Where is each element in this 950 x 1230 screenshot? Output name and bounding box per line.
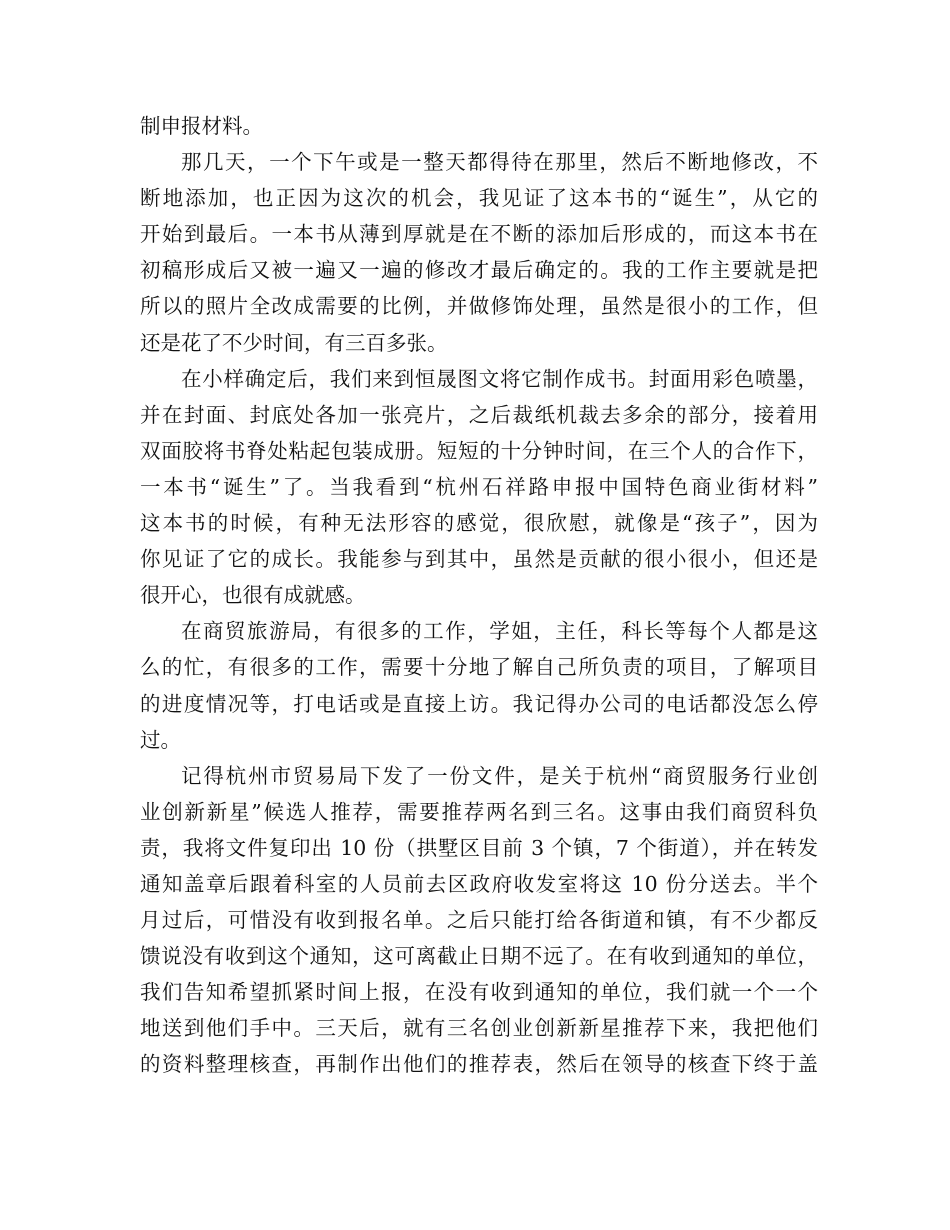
paragraph <box>140 361 818 614</box>
text-line: 通知盖章后跟着科室的人员前去区政府收发室将这 10 份分送去。半个 <box>140 871 818 896</box>
text-line: 制申报材料。 <box>140 114 263 138</box>
text-line: 初稿形成后又被一遍又一遍的修改才最后确定的。我的工作主要就是把 <box>140 258 818 283</box>
text-line: 断地添加，也正因为这次的机会，我见证了这本书的“诞生”，从它的 <box>140 186 818 211</box>
text-line: 开始到最后。一本书从薄到厚就是在不断的添加后形成的，而这本书在 <box>140 222 818 247</box>
paragraph <box>140 613 818 757</box>
text-line: 这本书的时候，有种无法形容的感觉，很欣慰，就像是“孩子”，因为 <box>140 511 818 536</box>
text-line: 很开心，也很有成就感。 <box>140 583 366 608</box>
paragraph <box>140 144 818 361</box>
text-line: 的资料整理核查，再制作出他们的推荐表，然后在领导的核查下终于盖 <box>140 1052 818 1077</box>
text-line: 的进度情况等，打电话或是直接上访。我记得办公司的电话都没怎么停 <box>140 691 818 716</box>
text-line: 还是花了不少时间，有三百多张。 <box>140 330 448 355</box>
text-line: 过。 <box>140 727 181 752</box>
text-line: 并在封面、封底处各加一张亮片，之后裁纸机裁去多余的部分，接着用 <box>140 402 818 427</box>
text-line: 一本书“诞生”了。当我看到“杭州石祥路申报中国特色商业街材料” <box>140 474 818 499</box>
text-line: 在商贸旅游局，有很多的工作，学姐，主任，科长等每个人都是这 <box>181 619 818 644</box>
text-line: 所以的照片全改成需要的比例，并做修饰处理，虽然是很小的工作，但 <box>140 294 818 319</box>
text-line: 你见证了它的成长。我能参与到其中，虽然是贡献的很小很小，但还是 <box>140 547 818 572</box>
paragraph <box>140 108 818 144</box>
text-line: 那几天，一个下午或是一整天都得待在那里，然后不断地修改，不 <box>181 150 818 175</box>
text-line: 记得杭州市贸易局下发了一份文件，是关于杭州“商贸服务行业创 <box>181 763 818 788</box>
text-line: 地送到他们手中。三天后，就有三名创业创新新星推荐下来，我把他们 <box>140 1016 818 1041</box>
text-line: 月过后，可惜没有收到报名单。之后只能打给各街道和镇，有不少都反 <box>140 908 818 933</box>
text-line: 馈说没有收到这个通知，这可离截止日期不远了。在有收到通知的单位， <box>140 944 818 969</box>
text-line: 业创新新星”候选人推荐，需要推荐两名到三名。这事由我们商贸科负 <box>140 799 818 824</box>
document-body <box>140 108 818 1083</box>
text-line: 我们告知希望抓紧时间上报，在没有收到通知的单位，我们就一个一个 <box>140 980 818 1005</box>
text-line: 在小样确定后，我们来到恒晟图文将它制作成书。封面用彩色喷墨， <box>181 366 818 391</box>
paragraph <box>140 758 818 1083</box>
text-line: 责，我将文件复印出 10 份（拱墅区目前 3 个镇，7 个街道），并在转发 <box>140 835 818 860</box>
text-line: 双面胶将书脊处粘起包装成册。短短的十分钟时间，在三个人的合作下， <box>140 438 818 463</box>
text-line: 么的忙，有很多的工作，需要十分地了解自己所负责的项目，了解项目 <box>140 655 818 680</box>
